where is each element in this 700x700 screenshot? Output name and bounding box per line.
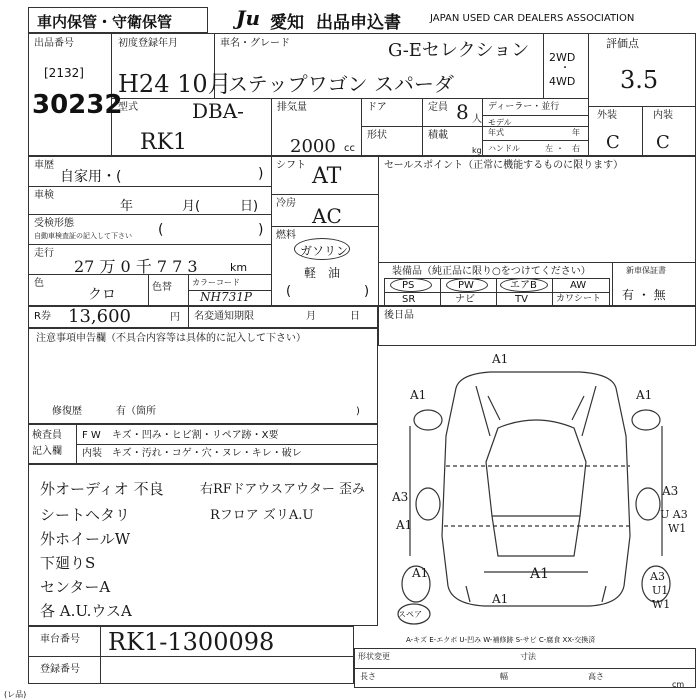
lot-subnumber: [2132]: [44, 66, 84, 80]
shift-value: AT: [312, 164, 342, 189]
mileage-label: 走行: [34, 248, 54, 259]
reg-number-label: 登録番号: [40, 664, 80, 675]
equip-sr: SR: [402, 294, 416, 305]
grade-value: G-Eセレクション: [388, 40, 530, 61]
displacement-unit: cc: [344, 143, 355, 154]
reception-label: 受検形態: [34, 218, 74, 229]
remark-line-2: シートヘタリ: [40, 506, 131, 524]
repair-label: 修復歴: [52, 406, 82, 417]
model-year-label-2: 年式: [488, 128, 504, 137]
handle-dot: ・: [556, 144, 564, 153]
mark-right-upper: A3: [662, 484, 679, 498]
inspection-day: 日): [240, 199, 259, 214]
int-label: 内装: [653, 110, 673, 121]
handle-left: 左: [545, 144, 553, 153]
repair-value: 有（箇所: [116, 406, 156, 417]
shape-change-label-2: 寸法: [520, 652, 536, 661]
car-cabin: [486, 420, 586, 516]
r-ticket-value: 13,600: [68, 306, 131, 327]
interior-items: キズ・汚れ・コゲ・穴・ヌレ・キレ・破レ: [112, 448, 302, 459]
equip-kawaseat: カワシート: [556, 294, 602, 304]
mark-rear-bottom: A1: [492, 592, 509, 606]
remark-line-5: センターA: [40, 578, 111, 596]
org-name: 愛知: [270, 13, 304, 33]
shape-label: 形状: [367, 130, 387, 141]
ext-value: C: [606, 132, 620, 153]
fuel-paren-close: ): [364, 284, 370, 299]
capacity-value: 8: [456, 100, 469, 124]
model-value-2: RK1: [140, 130, 187, 155]
reception-close: ): [258, 222, 264, 238]
inspection-month: 月(: [182, 199, 201, 214]
shape-height: 高さ: [588, 672, 604, 681]
color-code-value: NH731P: [200, 290, 252, 304]
history-label: 車歴: [34, 160, 54, 171]
new-warranty-label: 新車保証書: [626, 266, 666, 275]
color-label: 色: [34, 278, 44, 289]
load-label: 積載: [428, 130, 448, 141]
repair-close: ): [356, 406, 360, 417]
remark-line-1: 外オーディオ 不良: [40, 480, 164, 498]
drive-dot: ・: [560, 63, 570, 74]
registration-value: H24 10月: [118, 70, 232, 98]
evaluation-label: 評価点: [606, 37, 639, 50]
carname-value: ステップワゴン スパーダ: [228, 72, 454, 96]
model-label: 型式: [118, 102, 138, 113]
history-value: 自家用・(: [60, 169, 122, 185]
equip-ps: PS: [402, 280, 415, 291]
mark-left-door: A3: [392, 490, 409, 504]
later-install-label: 後日品: [384, 310, 414, 321]
handle-right: 右: [572, 144, 580, 153]
mark-left-body: A1: [396, 518, 413, 532]
chassis-value: RK1-1300098: [108, 628, 275, 656]
inspector-label-1: 検査員: [32, 430, 62, 441]
legend: A-キズ E-エクボ U-凹み W-補修跡 S-サビ C-腐食 XX-交換済: [406, 636, 596, 644]
chassis-label: 車台番号: [40, 634, 80, 645]
history-close: ): [258, 166, 264, 182]
later-install-box: [378, 306, 696, 346]
lot-number: 30232: [32, 90, 123, 120]
r-ticket-unit: 円: [170, 312, 180, 323]
remark-right-2: Rフロア ズリA.U: [210, 508, 314, 523]
ext-label: 外装: [597, 110, 617, 121]
fuel-gasoline: ガソリン: [300, 244, 349, 258]
shape-width: 幅: [500, 672, 508, 681]
remark-right-1: 右RFドアウスアウター 歪み: [200, 482, 366, 497]
inspector-label-2: 記入欄: [32, 446, 62, 457]
new-warranty-value: 有 ・ 無: [622, 288, 666, 302]
reception-open: (: [158, 222, 164, 238]
mileage-unit: km: [230, 261, 248, 274]
notes-label: 注意事項申告欄（不具合内容等は具体的に記入して下さい）: [36, 333, 306, 344]
left-mirror: [414, 410, 442, 430]
equip-aw: AW: [570, 280, 587, 291]
reception-note: 自動車検査証の記入して下さい: [34, 232, 132, 240]
int-value: C: [656, 132, 670, 153]
capacity-label: 定員: [428, 102, 448, 113]
bottom-row: (レ品): [4, 690, 27, 699]
form-title: 出品申込書: [316, 13, 401, 33]
registration-label: 初度登録年月: [118, 38, 178, 49]
shape-change-label-1: 形状変更: [358, 652, 390, 661]
name-change-day: 日: [350, 311, 360, 322]
inspection-label: 車検: [34, 190, 54, 201]
mark-rear-right-1: A3: [650, 570, 665, 583]
lot-label: 出品番号: [34, 38, 74, 49]
doors-label: ドア: [367, 102, 387, 113]
mark-right-door: U A3: [660, 508, 688, 521]
storage-title-box: [28, 7, 208, 33]
fuel-paren-open: (: [286, 284, 292, 299]
mark-front-left: A1: [410, 388, 427, 402]
drive-4wd: 4WD: [549, 75, 576, 88]
ju-logo: Ju: [236, 6, 261, 30]
right-mirror: [632, 410, 660, 430]
wheel-fl: [416, 488, 440, 520]
ac-label: 冷房: [276, 198, 296, 209]
mark-right-door-w: W1: [668, 522, 687, 535]
mark-front: A1: [492, 352, 509, 366]
equip-airbag: エアB: [510, 280, 537, 291]
color-value: クロ: [88, 287, 116, 303]
equip-pw: PW: [458, 280, 474, 291]
equip-navi: ナビ: [455, 294, 475, 305]
shape-length: 長さ: [360, 672, 376, 681]
equip-tv: TV: [515, 294, 528, 305]
drive-2wd: 2WD: [549, 51, 576, 64]
remark-line-3: 外ホイールW: [40, 530, 131, 548]
name-change-label: 名変通知期限: [194, 311, 254, 322]
displacement-label: 排気量: [277, 102, 307, 113]
mark-left-lower: A1: [412, 566, 429, 580]
fw-items: キズ・凹み・ヒビ割・リペア跡・X要: [112, 430, 279, 441]
mark-rear-right-3: W1: [652, 598, 671, 611]
capacity-unit: 人: [472, 114, 482, 125]
fuel-diesel: 軽 油: [304, 266, 341, 280]
remark-line-4: 下廻りS: [40, 554, 96, 572]
mileage-value: 27 万 0 千 7 7 3: [74, 257, 198, 276]
remark-line-6: 各 A.U.ウスA: [40, 602, 132, 620]
carname-label: 車名・グレード: [220, 38, 290, 49]
inspection-year: 年: [120, 199, 134, 214]
color-code-label: カラーコード: [192, 278, 240, 287]
displacement-value: 2000: [290, 136, 336, 157]
shape-unit: cm: [672, 680, 685, 689]
model-year-year: 年: [572, 128, 580, 137]
sales-point-label: セールスポイント（正常に機能するものに限ります）: [384, 160, 624, 171]
association-name: JAPAN USED CAR DEALERS ASSOCIATION: [430, 13, 635, 24]
fuel-label: 燃料: [276, 230, 296, 241]
storage-title: 車内保管・守衛保管: [37, 13, 173, 31]
wheel-fr: [636, 488, 660, 520]
model-value-1: DBA-: [192, 99, 244, 123]
model-year-label-1: モデル: [488, 118, 512, 127]
ac-value: AC: [312, 204, 342, 228]
color-change-label: 色替: [152, 282, 172, 293]
r-ticket-label: R券: [34, 311, 51, 322]
evaluation-score: 3.5: [620, 66, 659, 94]
mark-center: A1: [530, 566, 550, 582]
handle-label: ハンドル: [488, 144, 520, 153]
mark-front-right: A1: [636, 388, 653, 402]
interior-prefix: 内装: [82, 448, 102, 459]
load-unit: kg: [472, 146, 482, 155]
name-change-month: 月: [306, 311, 316, 322]
dealer-label: ディーラー・並行: [488, 102, 560, 112]
fw-prefix: F W: [82, 430, 101, 441]
spare-label: スペア: [398, 610, 422, 619]
shift-label: シフト: [276, 160, 306, 171]
equipment-label: 装備品（純正品に限り○をつけてください）: [392, 266, 591, 277]
mark-rear-right-2: U1: [652, 584, 669, 597]
